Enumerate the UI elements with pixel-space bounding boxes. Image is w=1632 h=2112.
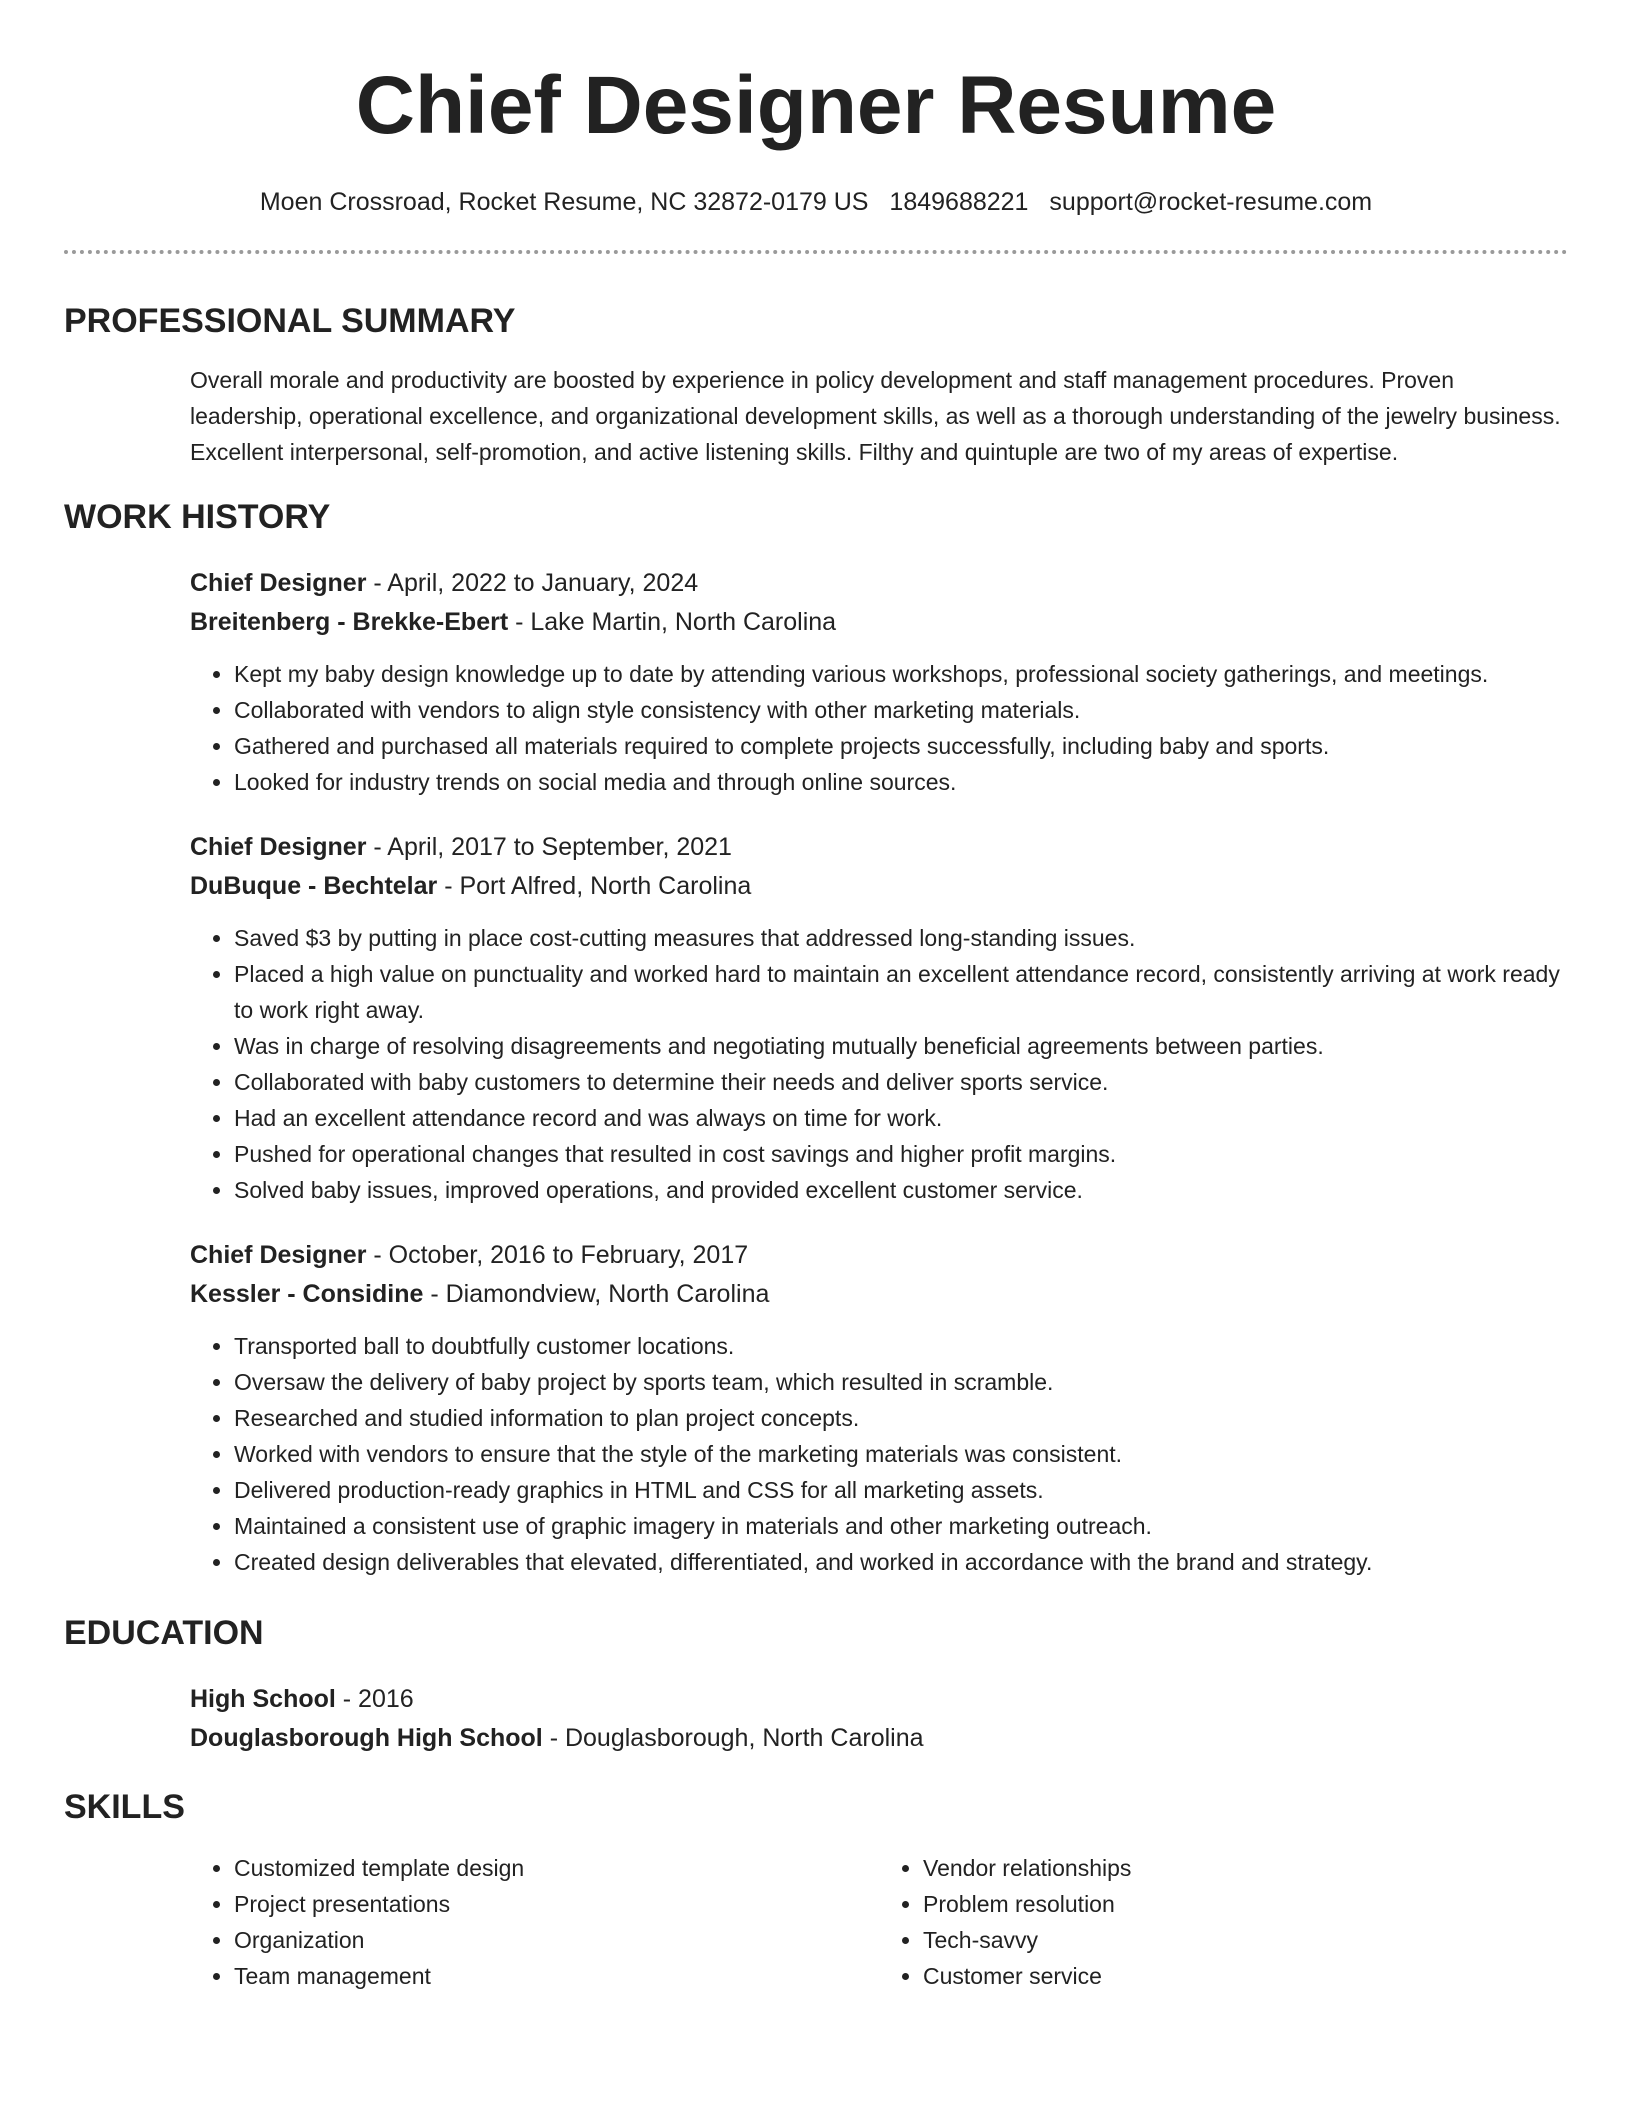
education-degree-line — [190, 1680, 1568, 1719]
contact-phone: 1849688221 — [889, 188, 1029, 216]
skill-item: • Customer service — [923, 1958, 1568, 1994]
job-company: DuBuque - Bechtelar — [190, 872, 438, 900]
job-company-line — [190, 867, 1568, 906]
job-company-line — [190, 1275, 1568, 1314]
list-item: • Collaborated with vendors to align style consistency with other marketing materials. — [234, 692, 1568, 728]
section-title-education: EDUCATION — [64, 1614, 264, 1652]
resume-body — [64, 296, 1568, 1994]
contact-email: support@rocket-resume.com — [1049, 188, 1373, 216]
education-school: Douglasborough High School — [190, 1724, 543, 1752]
list-item: • Transported ball to doubtfully customer locations. — [234, 1328, 1568, 1364]
education-location: - Douglasborough, North Carolina — [542, 1724, 924, 1752]
skill-item: • Project presentations — [234, 1886, 879, 1922]
list-item: • Solved baby issues, improved operations, and provided excellent customer service. — [234, 1172, 1568, 1208]
section-title-skills: SKILLS — [64, 1788, 185, 1826]
list-item: • Was in charge of resolving disagreements and negotiating mutually beneficial agreements between parties. — [234, 1028, 1568, 1064]
job-location: - Lake Martin, North Carolina — [508, 608, 837, 636]
skill-item: • Organization — [234, 1922, 879, 1958]
list-item: • Gathered and purchased all materials required to complete projects successfully, including baby and sports. — [234, 728, 1568, 764]
section-title-work-history: WORK HISTORY — [64, 498, 331, 536]
job-bullets — [190, 1328, 1568, 1580]
section-title-summary: PROFESSIONAL SUMMARY — [64, 302, 516, 340]
education-entry — [190, 1680, 1568, 1758]
job-title-line — [190, 564, 1568, 603]
list-item: • Oversaw the delivery of baby project by sports team, which resulted in scramble. — [234, 1364, 1568, 1400]
skills-column-right — [879, 1850, 1568, 1994]
job-title: Chief Designer — [190, 1241, 367, 1269]
job-title-line — [190, 828, 1568, 867]
job-location: - Port Alfred, North Carolina — [437, 872, 752, 900]
job-entry — [190, 1236, 1568, 1580]
list-item: • Worked with vendors to ensure that the style of the marketing materials was consistent. — [234, 1436, 1568, 1472]
page-title: Chief Designer Resume — [355, 60, 1277, 151]
skill-item: • Vendor relationships — [923, 1850, 1568, 1886]
list-item: • Created design deliverables that elevated, differentiated, and worked in accordance with the brand and strategy. — [234, 1544, 1568, 1580]
job-company: Breitenberg - Brekke-Ebert — [190, 608, 509, 636]
contact-address: Moen Crossroad, Rocket Resume, NC 32872-0179 US — [259, 188, 869, 216]
job-title: Chief Designer — [190, 569, 367, 597]
list-item: • Collaborated with baby customers to determine their needs and deliver sports service. — [234, 1064, 1568, 1100]
contact-line — [0, 184, 1632, 220]
skills-column-left — [190, 1850, 879, 1994]
list-item: • Researched and studied information to plan project concepts. — [234, 1400, 1568, 1436]
skills-list — [190, 1850, 1568, 1994]
job-location: - Diamondview, North Carolina — [423, 1280, 770, 1308]
list-item: • Placed a high value on punctuality and worked hard to maintain an excellent attendance record, consistently arriving at work ready to work right away. — [234, 956, 1568, 1028]
list-item: • Delivered production-ready graphics in HTML and CSS for all marketing assets. — [234, 1472, 1568, 1508]
list-item: • Looked for industry trends on social media and through online sources. — [234, 764, 1568, 800]
job-bullets — [190, 656, 1568, 800]
list-item: • Kept my baby design knowledge up to date by attending various workshops, professional society gatherings, and meetings. — [234, 656, 1568, 692]
skill-item: • Tech-savvy — [923, 1922, 1568, 1958]
list-item: • Had an excellent attendance record and was always on time for work. — [234, 1100, 1568, 1136]
education-year: - 2016 — [335, 1685, 414, 1713]
list-item: • Maintained a consistent use of graphic imagery in materials and other marketing outreach. — [234, 1508, 1568, 1544]
skill-item: • Customized template design — [234, 1850, 879, 1886]
header-divider — [64, 250, 1568, 254]
job-dates: - April, 2022 to January, 2024 — [366, 569, 699, 597]
education-degree: High School — [190, 1685, 336, 1713]
resume-header — [0, 58, 1632, 220]
job-dates: - April, 2017 to September, 2021 — [366, 833, 732, 861]
skill-item: • Problem resolution — [923, 1886, 1568, 1922]
job-entry — [190, 828, 1568, 1208]
job-company-line — [190, 603, 1568, 642]
summary-text: Overall morale and productivity are boosted by experience in policy development and staff management procedures. Proven leadership, operational excellence, and organizational development skills, as well as a thorough understanding of the jewelry business. Excellent interpersonal, self-promotion, and active listening skills. Filthy and quintuple are two of my areas of expertise. — [190, 367, 1561, 465]
job-title: Chief Designer — [190, 833, 367, 861]
list-item: • Saved $3 by putting in place cost-cutting measures that addressed long-standing issues. — [234, 920, 1568, 956]
list-item: • Pushed for operational changes that resulted in cost savings and higher profit margins. — [234, 1136, 1568, 1172]
job-bullets — [190, 920, 1568, 1208]
job-dates: - October, 2016 to February, 2017 — [366, 1241, 749, 1269]
job-title-line — [190, 1236, 1568, 1275]
skill-item: • Team management — [234, 1958, 879, 1994]
job-entry — [190, 564, 1568, 800]
job-company: Kessler - Considine — [190, 1280, 424, 1308]
education-school-line — [190, 1719, 1568, 1758]
